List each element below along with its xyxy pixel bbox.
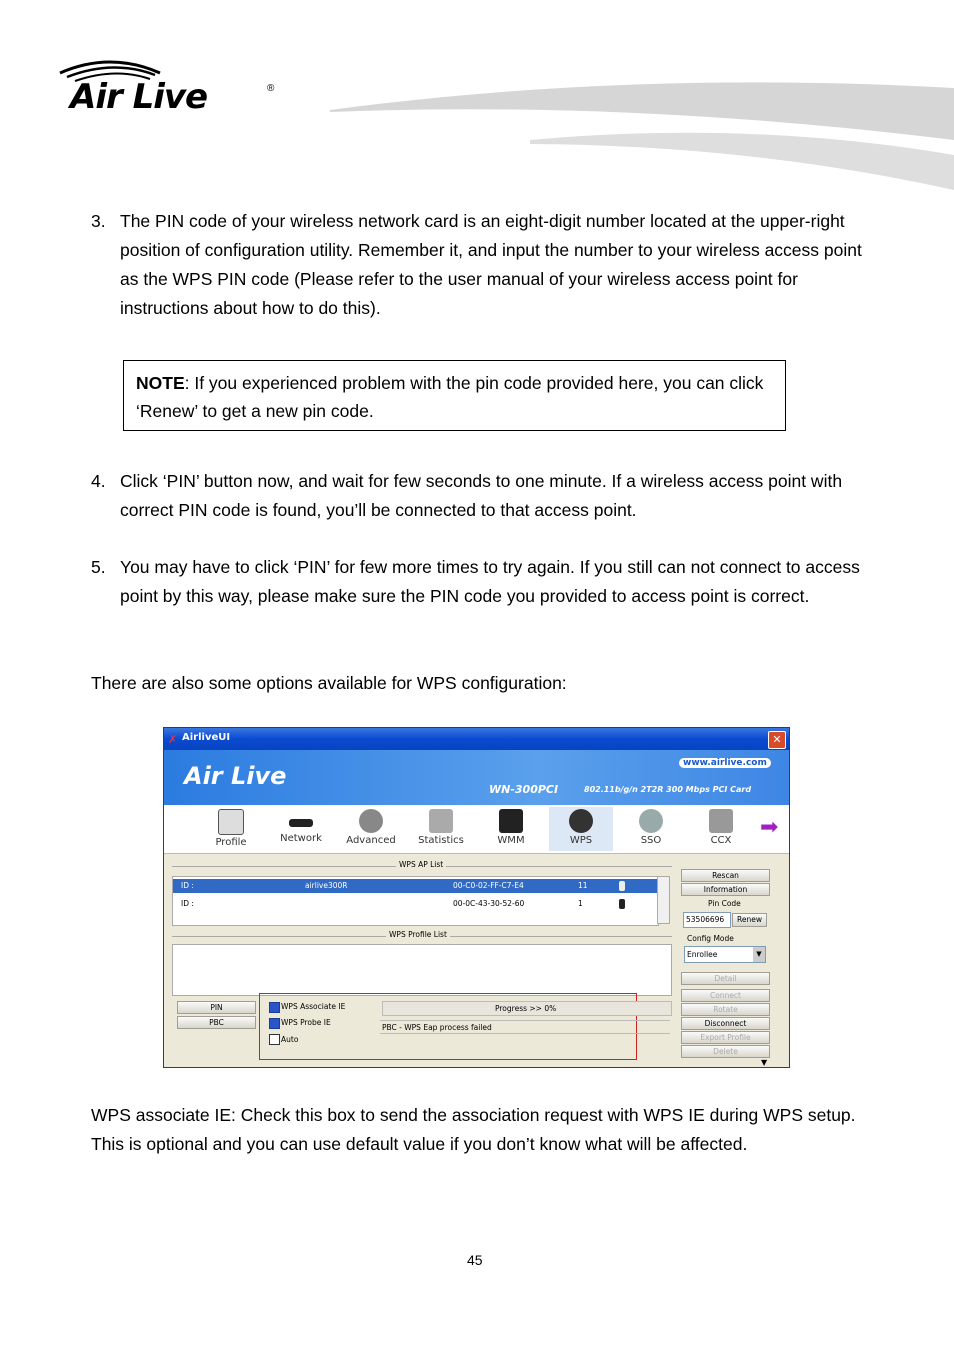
wps-icon bbox=[569, 809, 593, 833]
banner-logo: Air Live bbox=[184, 762, 287, 790]
progress-text: Progress >> 0% bbox=[495, 1004, 557, 1013]
options-intro: There are also some options available for WPS configuration: bbox=[91, 673, 567, 693]
tab-profile[interactable]: Profile bbox=[199, 807, 263, 851]
probe-ie-checkbox[interactable] bbox=[269, 1018, 280, 1029]
progress-box bbox=[382, 1001, 672, 1016]
config-mode-label: Config Mode bbox=[687, 934, 734, 943]
key-icon bbox=[639, 809, 663, 833]
app-banner bbox=[164, 750, 789, 805]
step-text: Click ‘PIN’ button now, and wait for few seconds to one minute. If a wireless access point with correct PIN code is found, you’ll be connected to that access point. bbox=[120, 471, 843, 520]
tab-network[interactable]: Network bbox=[269, 807, 333, 851]
wps-associate-description: WPS associate IE: Check this box to send the association request with WPS IE during WPS setup. This is optional and you can use default value if you don’t know what will be affected. bbox=[91, 1105, 856, 1154]
chevron-down-icon: ▼ bbox=[753, 947, 765, 962]
step-text: You may have to click ‘PIN’ for few more times to try again. If you still can not connect to access point by this way, please make sure the PIN code you provided to access point is correct. bbox=[120, 557, 860, 606]
associate-ie-label: WPS Associate IE bbox=[281, 1002, 346, 1011]
note-text: : If you experienced problem with the pin code provided here, you can click ‘Renew’ to get a new pin code. bbox=[136, 373, 764, 421]
rotate-button[interactable]: Rotate bbox=[681, 1003, 770, 1016]
auto-label: Auto bbox=[281, 1035, 299, 1044]
window-titlebar bbox=[164, 728, 789, 750]
header-swoosh-decoration bbox=[330, 80, 954, 195]
banner-model: WN-300PCI bbox=[489, 783, 559, 796]
ap-list-scrollbar[interactable] bbox=[657, 876, 670, 924]
ccx-icon bbox=[709, 809, 733, 833]
rescan-button[interactable]: Rescan bbox=[681, 869, 770, 882]
disconnect-button[interactable]: Disconnect bbox=[681, 1017, 770, 1030]
step-text: The PIN code of your wireless network card is an eight-digit number located at the upper-right position of configuration utility. Remember it, and input the number to your wireless access point as the WPS PIN code (Please refer to the user manual of your wireless access point for instructions about how to do this). bbox=[120, 211, 862, 318]
banner-desc: 802.11b/g/n 2T2R 300 Mbps PCI Card bbox=[584, 785, 752, 794]
ap-list bbox=[172, 876, 659, 926]
network-icon bbox=[289, 819, 313, 827]
gear-icon bbox=[359, 809, 383, 833]
probe-ie-label: WPS Probe IE bbox=[281, 1018, 331, 1027]
airlive-logo bbox=[55, 55, 285, 125]
pin-code-label: Pin Code bbox=[708, 899, 741, 908]
associate-ie-checkbox[interactable] bbox=[269, 1002, 280, 1013]
renew-button[interactable]: Renew bbox=[732, 913, 767, 927]
delete-button[interactable]: Delete bbox=[681, 1045, 770, 1058]
tab-ccx[interactable]: CCX bbox=[689, 807, 753, 851]
app-toolbar bbox=[164, 805, 789, 854]
tab-statistics[interactable]: Statistics bbox=[409, 807, 473, 851]
pin-button[interactable]: PIN bbox=[177, 1001, 256, 1014]
status-text: PBC - WPS Eap process failed bbox=[382, 1023, 492, 1032]
table-row[interactable]: ID : 00-0C-43-30-52-60 1 bbox=[173, 897, 658, 911]
lock-icon bbox=[619, 881, 625, 891]
tab-wmm[interactable]: WMM bbox=[479, 807, 543, 851]
step-number: 4. bbox=[91, 471, 106, 491]
auto-checkbox[interactable] bbox=[269, 1034, 280, 1045]
close-button[interactable]: ✕ bbox=[768, 731, 786, 749]
config-mode-select[interactable]: Enrollee ▼ bbox=[684, 946, 766, 963]
ap-list-title: WPS AP List bbox=[396, 860, 446, 869]
step-3 bbox=[91, 207, 881, 327]
wps-screenshot bbox=[163, 727, 790, 1068]
logo-text: Air Live bbox=[70, 77, 208, 117]
window-title: AirliveUI bbox=[182, 732, 231, 743]
pin-code-field[interactable]: 53506696 bbox=[683, 912, 731, 928]
profile-icon bbox=[218, 809, 244, 835]
lock-icon bbox=[619, 899, 625, 909]
wmm-icon bbox=[499, 809, 523, 833]
chevron-down-icon[interactable]: ▼ bbox=[761, 1058, 768, 1067]
profile-list-title: WPS Profile List bbox=[386, 930, 450, 939]
status-box bbox=[380, 1020, 670, 1034]
app-icon: ✗ bbox=[168, 733, 178, 746]
profile-list[interactable] bbox=[172, 944, 672, 996]
next-arrow-icon[interactable]: ➡ bbox=[760, 815, 779, 840]
tab-advanced[interactable]: Advanced bbox=[339, 807, 403, 851]
connect-button[interactable]: Connect bbox=[681, 989, 770, 1002]
information-button[interactable]: Information bbox=[681, 883, 770, 896]
tab-sso[interactable]: SSO bbox=[619, 807, 683, 851]
detail-button[interactable]: Detail bbox=[681, 972, 770, 985]
step-5 bbox=[91, 553, 881, 643]
step-4 bbox=[91, 467, 881, 527]
statistics-icon bbox=[429, 809, 453, 833]
note-box bbox=[123, 360, 786, 431]
tab-wps[interactable]: WPS bbox=[549, 807, 613, 851]
banner-url: www.airlive.com bbox=[679, 758, 771, 768]
pbc-button[interactable]: PBC bbox=[177, 1016, 256, 1029]
note-label: NOTE bbox=[136, 373, 185, 393]
step-number: 5. bbox=[91, 557, 106, 577]
step-number: 3. bbox=[91, 211, 106, 231]
table-row[interactable]: ID : airlive300R 00-C0-02-FF-C7-E4 11 bbox=[173, 879, 658, 893]
export-profile-button[interactable]: Export Profile bbox=[681, 1031, 770, 1044]
logo-registered-mark: ® bbox=[267, 83, 275, 94]
page-number: 45 bbox=[467, 1252, 483, 1268]
